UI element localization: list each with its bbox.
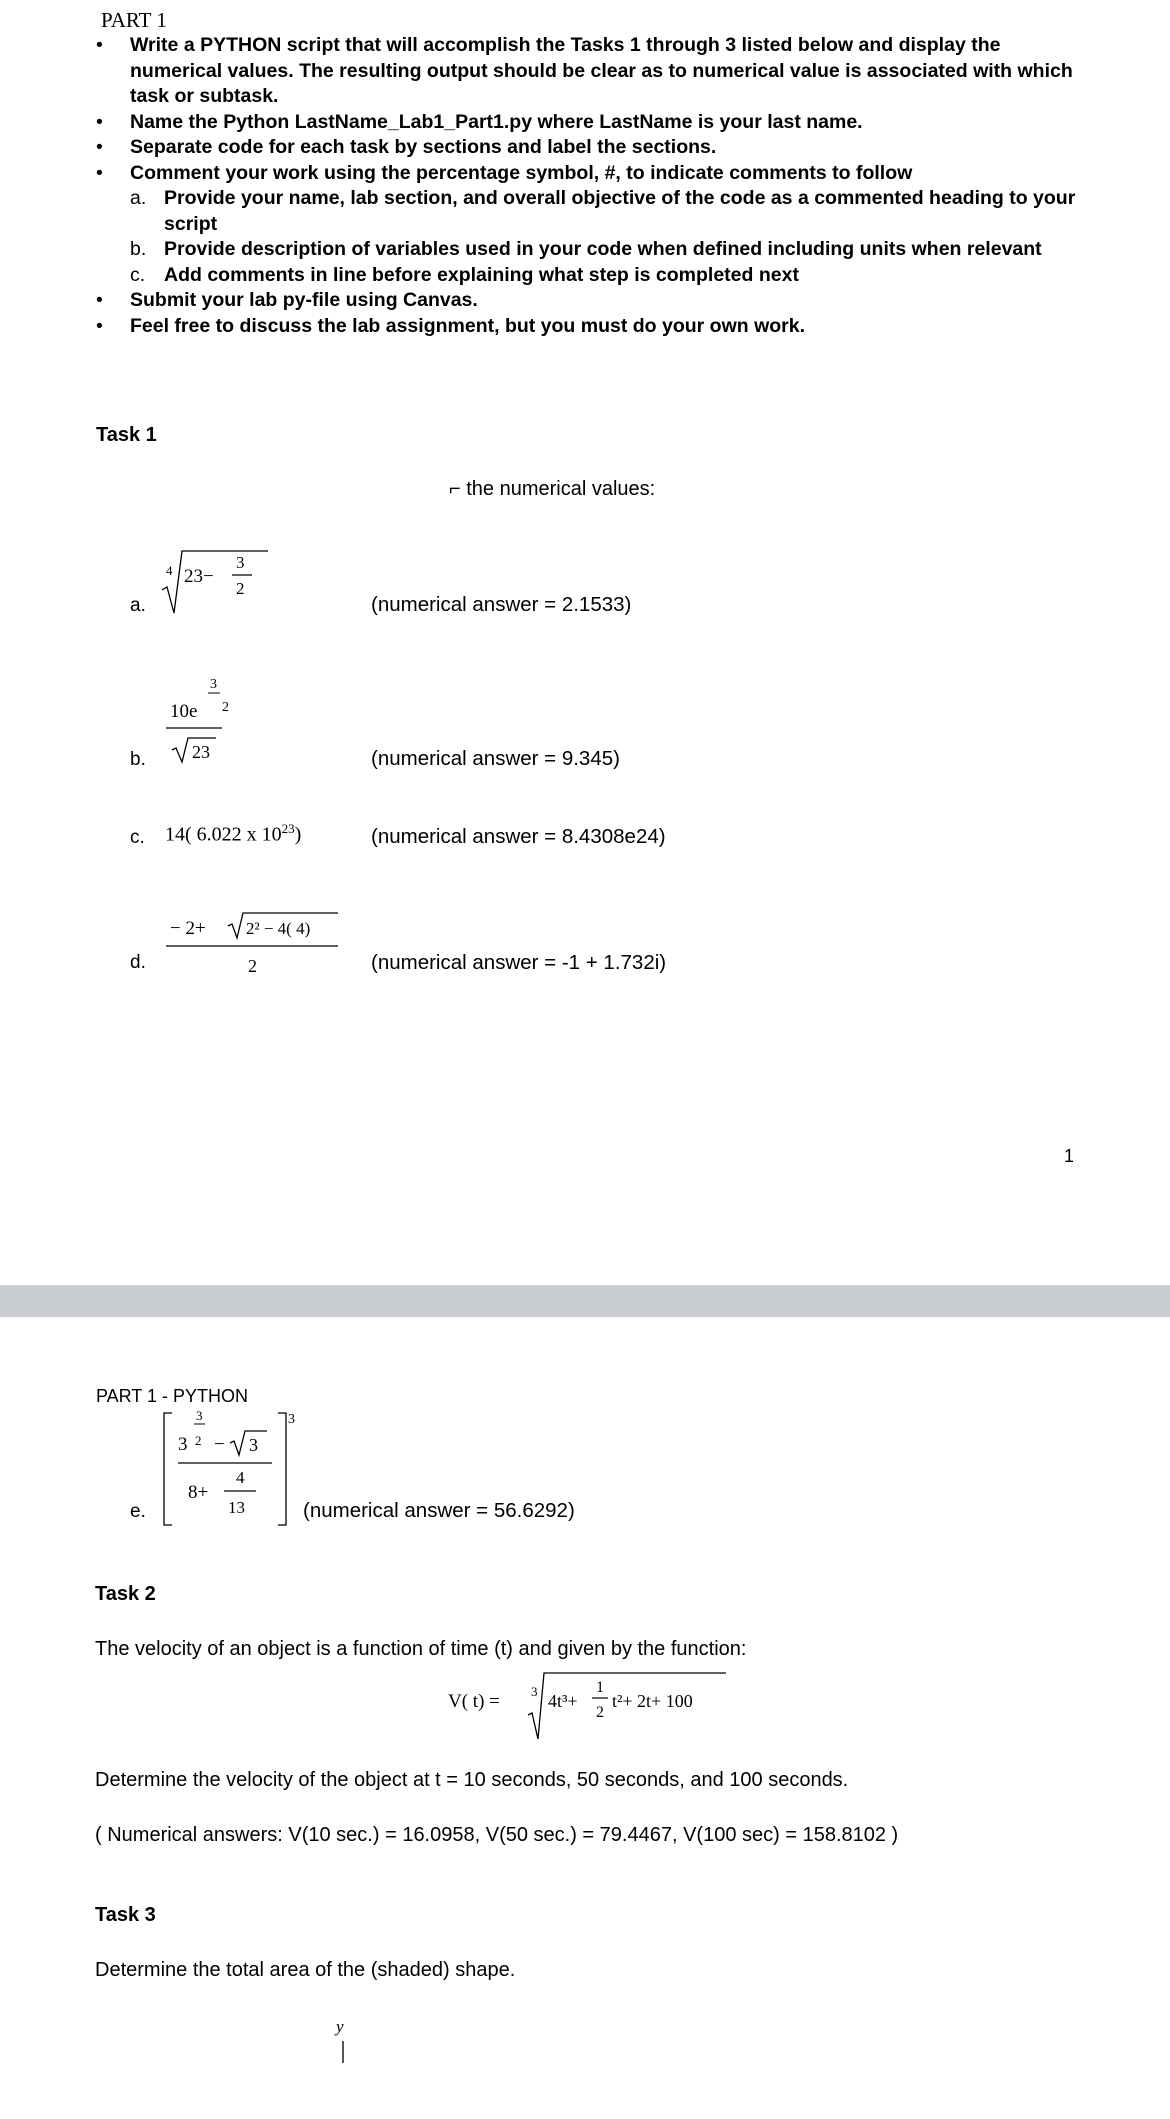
task3-intro: Determine the total area of the (shaded) shape.	[95, 1959, 516, 1981]
svg-text:3: 3	[236, 553, 245, 572]
list-item: • Name the Python LastName_Lab1_Part1.py where LastName is your last name.	[92, 110, 1082, 136]
radical-index: 4	[166, 563, 173, 578]
bullet-icon: •	[96, 110, 103, 133]
item-e-label: e.	[130, 1501, 146, 1522]
svg-text:− 2+: − 2+	[170, 918, 206, 939]
part2-header: PART 1 - PYTHON	[96, 1386, 249, 1406]
list-item: • Submit your lab py-file using Canvas.	[92, 288, 1082, 314]
page-number: 1	[1064, 1146, 1075, 1166]
svg-text:23−: 23−	[184, 566, 214, 587]
svg-text:3: 3	[249, 1435, 258, 1455]
bullet-icon: •	[96, 161, 103, 184]
list-item: • Write a PYTHON script that will accomplish the Tasks 1 through 3 listed below and display the numerical values. The resulting output should be clear as to numerical value is associated with which task or subtask.	[96, 34, 1073, 107]
item-c-label: c.	[130, 827, 145, 848]
svg-text:10e: 10e	[170, 701, 198, 722]
svg-text:8+: 8+	[188, 1482, 209, 1503]
part-title: PART 1	[101, 8, 167, 32]
svg-text:2² − 4( 4): 2² − 4( 4)	[246, 919, 311, 938]
svg-text:2: 2	[195, 1433, 202, 1448]
page-separator	[0, 1285, 1170, 1317]
item-a-answer: (numerical answer = 2.1533)	[371, 593, 632, 616]
list-item: • Separate code for each task by sections and label the sections.	[92, 135, 1082, 161]
svg-text:3: 3	[196, 1408, 203, 1423]
y-axis-line	[342, 2041, 344, 2063]
task1-intro: ⌐ the numerical values:	[449, 478, 656, 500]
svg-text:3: 3	[531, 1684, 538, 1699]
svg-text:3: 3	[210, 677, 217, 692]
task3-heading: Task 3	[95, 1904, 156, 1926]
svg-text:3: 3	[178, 1434, 188, 1455]
bullet-icon: •	[96, 136, 103, 158]
item-d-answer: (numerical answer = -1 + 1.732i)	[371, 951, 667, 974]
svg-text:2: 2	[236, 579, 245, 598]
svg-text:4t³+: 4t³+	[548, 1691, 578, 1711]
task1-heading: Task 1	[96, 424, 157, 446]
svg-text:3: 3	[288, 1412, 295, 1427]
instructions-list	[92, 33, 1082, 339]
formula-a	[160, 545, 270, 617]
task2-intro: The velocity of an object is a function of time (t) and given by the function:	[95, 1638, 747, 1660]
task2-heading: Task 2	[95, 1583, 156, 1605]
formula-d	[162, 906, 342, 978]
bullet-icon: •	[96, 34, 103, 56]
item-e-answer: (numerical answer = 56.6292)	[303, 1499, 575, 1522]
bullet-icon: •	[96, 314, 103, 337]
y-axis-label: y	[336, 2017, 344, 2036]
list-item: • Feel free to discuss the lab assignment, but you must do your own work.	[92, 314, 1082, 340]
svg-text:2: 2	[248, 956, 257, 976]
svg-text:t²+ 2t+ 100: t²+ 2t+ 100	[612, 1691, 693, 1711]
formula-velocity	[440, 1665, 740, 1745]
svg-text:2: 2	[222, 700, 229, 715]
sub-item: a. Provide your name, lab section, and overall objective of the code as a commented heading to your script	[130, 187, 1076, 235]
item-b-label: b.	[130, 749, 146, 770]
svg-text:2: 2	[596, 1704, 604, 1721]
svg-text:23: 23	[192, 742, 210, 762]
item-c-answer: (numerical answer = 8.4308e24)	[371, 825, 666, 848]
svg-text:V( t) =: V( t) =	[448, 1691, 500, 1712]
formula-b	[160, 672, 240, 772]
sub-item: b. Provide description of variables used in your code when defined including units when relevant	[130, 238, 1042, 260]
item-b-answer: (numerical answer = 9.345)	[371, 747, 620, 770]
sub-item: c. Add comments in line before explaining what step is completed next	[130, 263, 799, 286]
item-d-label: d.	[130, 952, 146, 973]
svg-text:−: −	[214, 1434, 225, 1455]
formula-e	[160, 1405, 300, 1535]
item-a-label: a.	[130, 595, 146, 616]
svg-text:1: 1	[596, 1679, 604, 1696]
list-item: • Comment your work using the percentage symbol, #, to indicate comments to follow	[92, 161, 1082, 187]
bullet-icon: •	[96, 289, 103, 311]
task2-question: Determine the velocity of the object at t = 10 seconds, 50 seconds, and 100 seconds.	[95, 1769, 849, 1791]
svg-text:13: 13	[228, 1498, 245, 1517]
formula-c: 14( 6.022 x $10^{23}$)	[165, 821, 302, 846]
document-page-2	[0, 1317, 1170, 2119]
task2-answers: ( Numerical answers: V(10 sec.) = 16.0958, V(50 sec.) = 79.4467, V(100 sec) = 158.8102 )	[95, 1824, 899, 1846]
svg-text:4: 4	[236, 1468, 245, 1487]
